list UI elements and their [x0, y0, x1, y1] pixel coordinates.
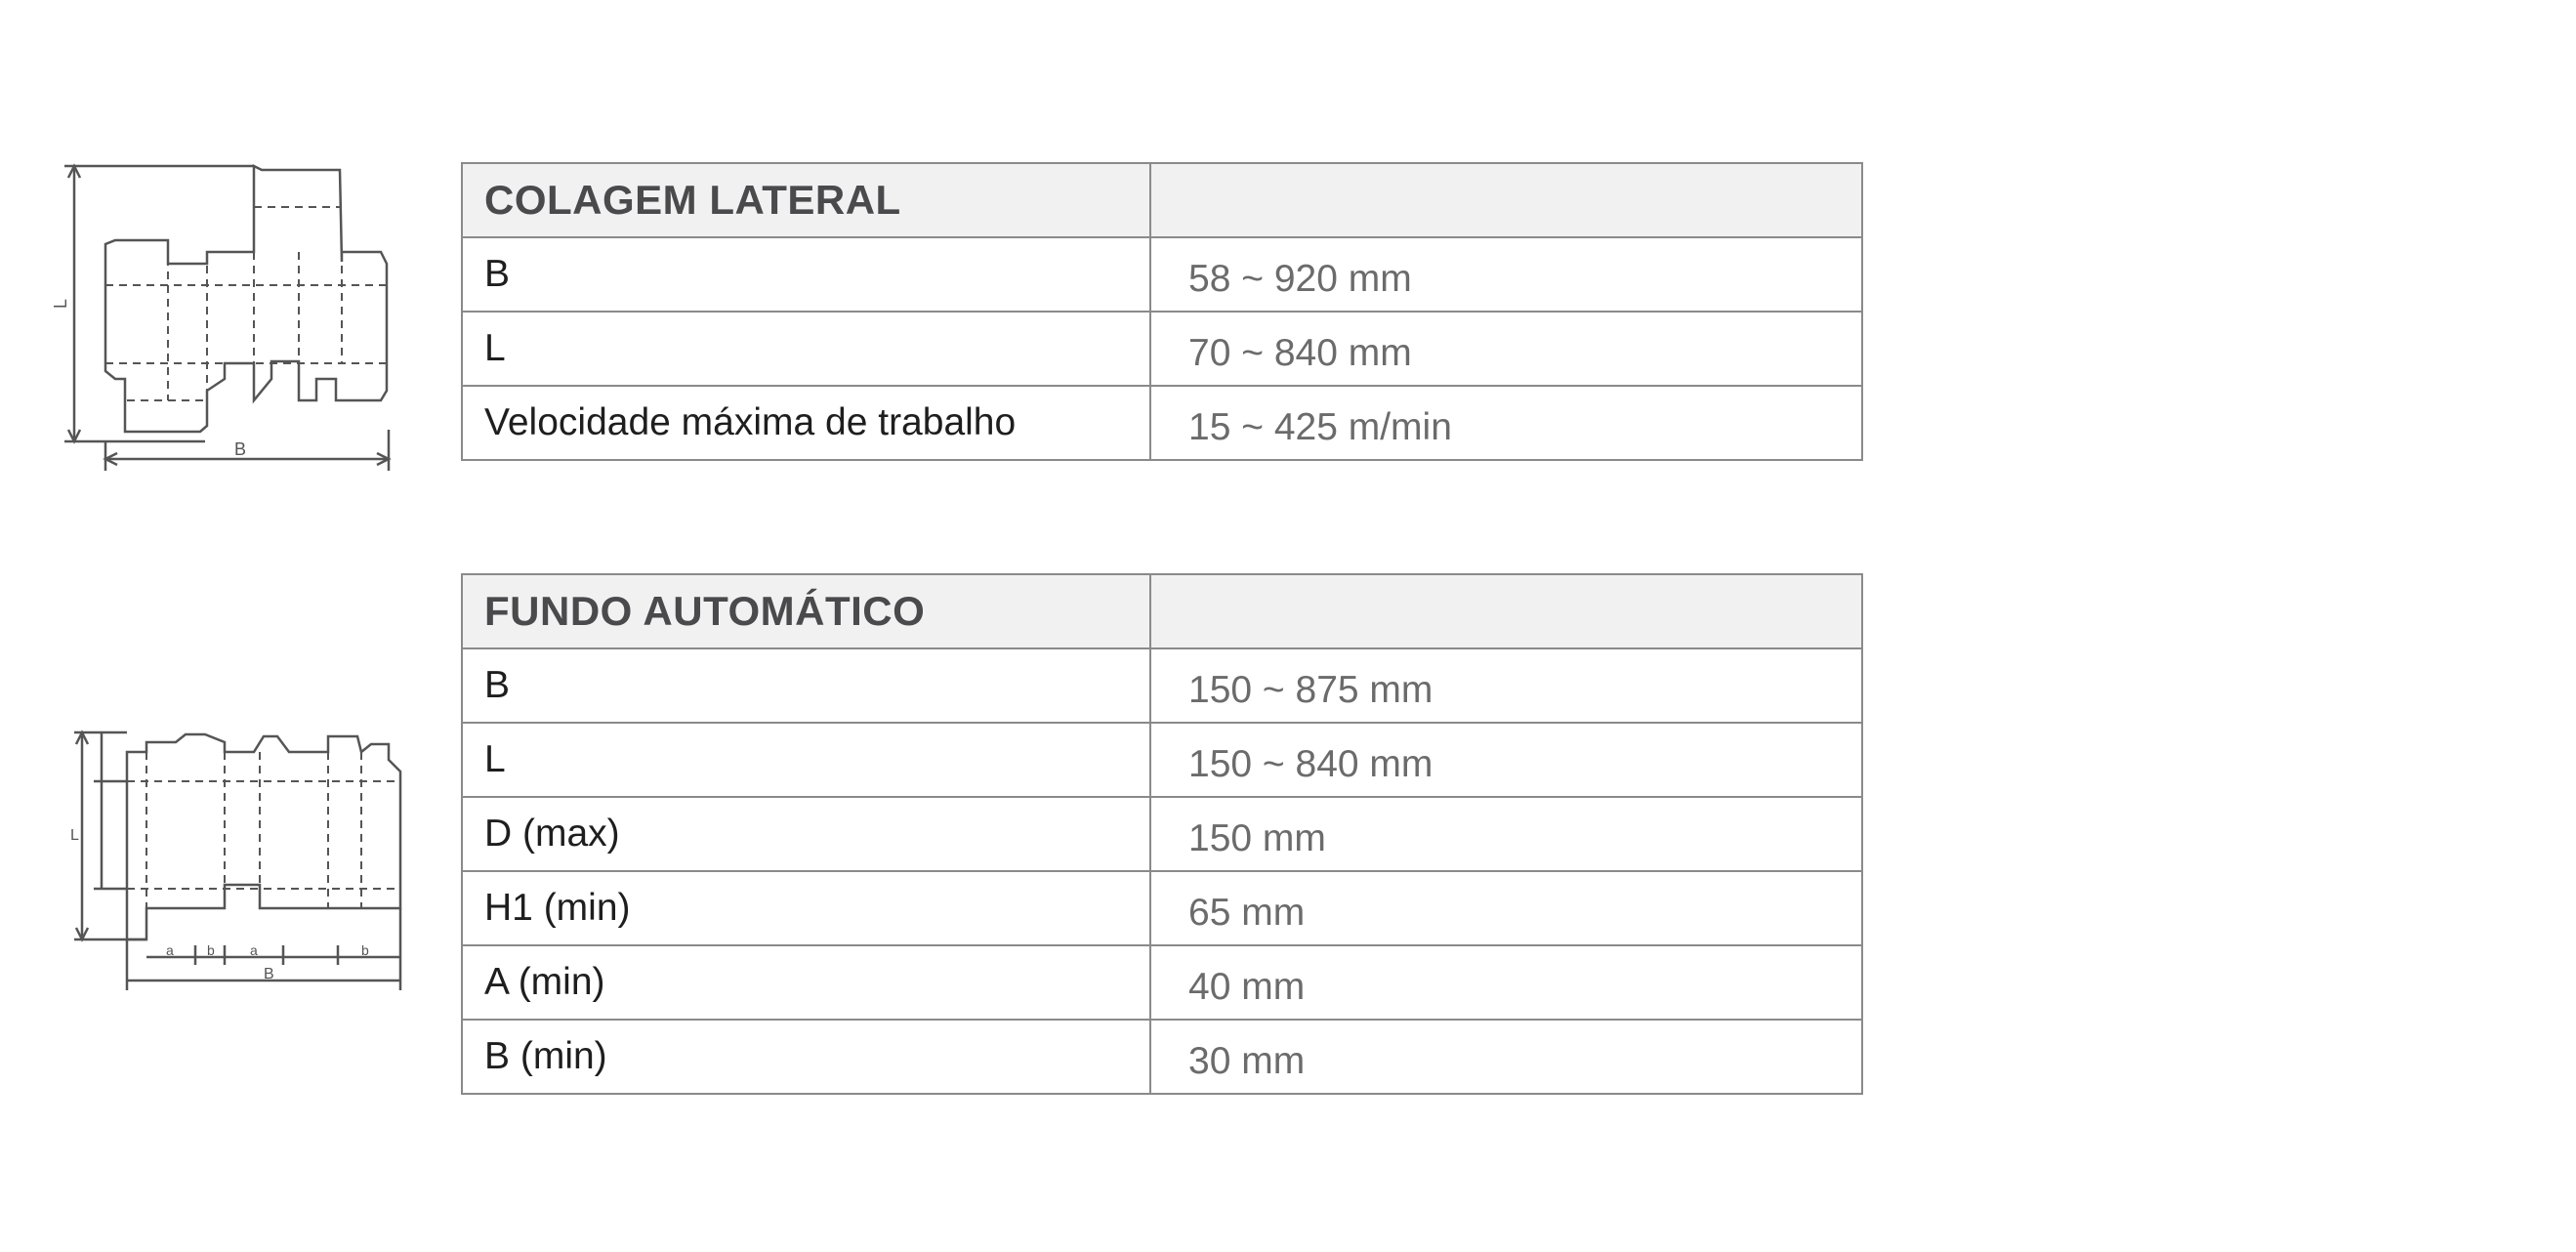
spec-table-fundo-automatico	[461, 573, 1863, 1095]
dim-label-a: a	[166, 942, 174, 958]
row-value: 150 ~ 875 mm	[1150, 648, 1862, 723]
row-label: H1 (min)	[462, 871, 1150, 945]
dim-label-a: a	[250, 942, 258, 958]
row-value: 30 mm	[1150, 1020, 1862, 1094]
table-row	[462, 312, 1862, 386]
box-blank-drawing	[68, 713, 410, 996]
spec-table-colagem-lateral	[461, 162, 1863, 461]
table-header-empty	[1150, 163, 1862, 237]
table-header-row	[462, 574, 1862, 648]
row-value: 150 ~ 840 mm	[1150, 723, 1862, 797]
row-value: 58 ~ 920 mm	[1150, 237, 1862, 312]
table-title: FUNDO AUTOMÁTICO	[462, 574, 1150, 648]
row-label: A (min)	[462, 945, 1150, 1020]
auto-bottom-box-diagram	[68, 713, 410, 996]
table-title: COLAGEM LATERAL	[462, 163, 1150, 237]
row-label: B	[462, 648, 1150, 723]
table-header-row	[462, 163, 1862, 237]
side-glue-box-diagram	[51, 156, 400, 479]
box-blank-drawing	[51, 156, 400, 479]
row-label: D (max)	[462, 797, 1150, 871]
dim-label-b-small: b	[361, 942, 369, 958]
dim-label-l: L	[70, 827, 79, 844]
dim-label-b: B	[264, 966, 274, 982]
table-row	[462, 237, 1862, 312]
table-row	[462, 648, 1862, 723]
dim-label-b-small: b	[207, 942, 215, 958]
table-row	[462, 723, 1862, 797]
table-row	[462, 386, 1862, 460]
row-value: 65 mm	[1150, 871, 1862, 945]
row-label: L	[462, 723, 1150, 797]
row-label: Velocidade máxima de trabalho	[462, 386, 1150, 460]
table-header-empty	[1150, 574, 1862, 648]
table-row	[462, 1020, 1862, 1094]
row-label: B (min)	[462, 1020, 1150, 1094]
row-label: L	[462, 312, 1150, 386]
row-value: 150 mm	[1150, 797, 1862, 871]
dim-label-l: L	[51, 298, 70, 309]
table-row	[462, 945, 1862, 1020]
table-row	[462, 871, 1862, 945]
row-value: 70 ~ 840 mm	[1150, 312, 1862, 386]
dim-label-b: B	[234, 439, 247, 459]
row-label: B	[462, 237, 1150, 312]
table-row	[462, 797, 1862, 871]
row-value: 15 ~ 425 m/min	[1150, 386, 1862, 460]
row-value: 40 mm	[1150, 945, 1862, 1020]
